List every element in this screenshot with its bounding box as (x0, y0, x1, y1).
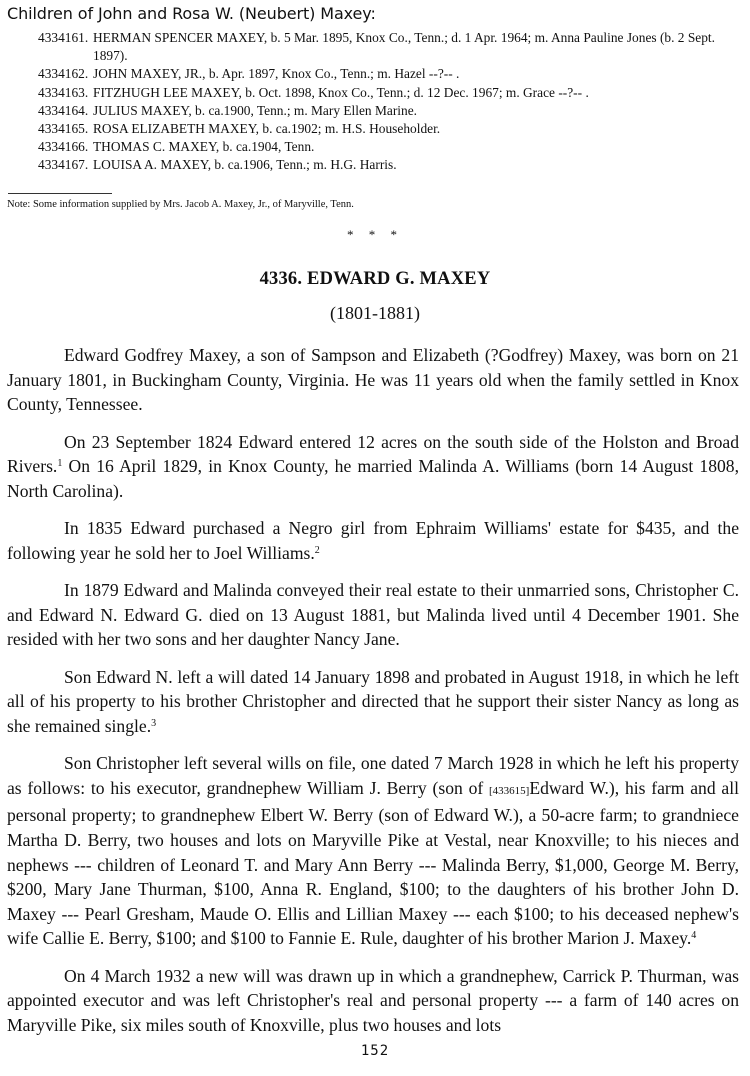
footnote-ref: 1 (57, 458, 63, 470)
child-text: ROSA ELIZABETH MAXEY, b. ca.1902; m. H.S. Householder. (93, 121, 441, 137)
life-dates: (1801-1881) (330, 303, 420, 323)
footnote-ref: 4 (691, 930, 697, 942)
child-text: FITZHUGH LEE MAXEY, b. Oct. 1898, Knox Co., Tenn.; d. 12 Dec. 1967; m. Grace --?-- . (93, 84, 589, 100)
child-text: JULIUS MAXEY, b. ca.1900, Tenn.; m. Mary Ellen Marine. (93, 102, 417, 118)
child-text: LOUISA A. MAXEY, b. ca.1906, Tenn.; m. H.G. Harris. (93, 157, 397, 173)
page-number: 152 (360, 1043, 390, 1059)
child-text: JOHN MAXEY, JR., b. Apr. 1897, Knox Co., Tenn.; m. Hazel --?-- . (93, 66, 460, 82)
person-id-marker: [433615] (489, 784, 530, 797)
child-number: 4334166. (38, 139, 89, 155)
children-intro: Children of John and Rosa W. (Neubert) Maxey: (7, 4, 376, 23)
child-number: 4334167. (38, 157, 89, 173)
child-entry (38, 102, 744, 120)
footnote-ref: 2 (314, 544, 320, 556)
child-number: 4334162. (38, 66, 89, 82)
section-separator: * * * (347, 227, 403, 242)
paragraph-text: In 1835 Edward purchased a Negro girl from Ephraim Williams' estate for $435, and the following year he sold her to Joel Williams. (7, 518, 739, 563)
paragraph-text: Edward W.), his farm and all personal property; to grandnephew Elbert W. Berry (son of Edward W.), a 50-acre farm; to grandniece Martha D. Berry, two houses and lots on Maryville Pike at Vestal, near Knoxville; to his nieces and nephews --- children of Leonard T. and Mary Ann Berry --- Malinda Berry, $1,000, George M. Berry, $200, Mary Jane Thurman, $100, Anna R. England, $100; to the daughters of his brother John D. Maxey --- Pearl Gresham, Maude O. Ellis and Lillian Maxey --- each $100; to his deceased nephew's wife Callie E. Berry, $100; and $100 to Fannie E. Rule, daughter of his brother Marion J. Maxey. (7, 777, 740, 949)
child-entry (38, 120, 744, 138)
child-entry (38, 84, 744, 102)
paragraph-text: In 1879 Edward and Malinda conveyed their real estate to their unmarried sons, Christopher C. and Edward N. Edward G. died on 13 August 1881, but Malinda lived until 4 December 1901. She resided with her two sons and her daughter Nancy Jane. (7, 580, 739, 650)
paragraph (7, 665, 739, 739)
child-text: HERMAN SPENCER MAXEY, b. 5 Mar. 1895, Knox Co., Tenn.; d. 1 Apr. 1964; m. Anna Pauline Jones (b. 2 Sept. 1897). (93, 30, 715, 64)
paragraph-text: Son Edward N. left a will dated 14 January 1898 and probated in August 1918, in which he left all of his property to his brother Christopher and directed that he support their sister Nancy as long as she remained single. (7, 666, 739, 736)
child-entry (38, 29, 744, 65)
paragraph (7, 343, 739, 417)
child-entry (38, 65, 744, 83)
paragraph-text: Edward Godfrey Maxey, a son of Sampson and Elizabeth (?Godfrey) Maxey, was born on 21 January 1801, in Buckingham County, Virginia. He was 11 years old when the family settled in Knox County, Tennessee. (7, 345, 739, 415)
paragraph-text: On 23 September 1824 Edward entered 12 acres on the south side of the Holston and Broad Rivers. (7, 431, 739, 477)
section-heading: 4336. EDWARD G. MAXEY (259, 269, 491, 289)
paragraph-text: On 16 April 1829, in Knox County, he married Malinda A. Williams (born 14 August 1808, North Carolina). (7, 456, 739, 501)
child-number: 4334161. (38, 30, 89, 45)
paragraph-text: On 4 March 1932 a new will was drawn up in which a grandnephew, Carrick P. Thurman, was appointed executor and was left Christopher's real and personal property --- a farm of 140 acres on Maryville Pike, six miles south of Knoxville, plus two houses and lots (7, 965, 739, 1036)
paragraph (7, 964, 739, 1038)
child-text: THOMAS C. MAXEY, b. ca.1904, Tenn. (93, 139, 315, 155)
footnote-rule (8, 193, 112, 194)
child-number: 4334165. (38, 121, 89, 137)
child-entry (38, 156, 744, 174)
footnote-ref: 3 (151, 717, 157, 729)
child-number: 4334163. (38, 84, 89, 100)
paragraph (7, 751, 739, 951)
paragraph (7, 516, 739, 565)
child-entry (38, 138, 744, 156)
source-note: Note: Some information supplied by Mrs. Jacob A. Maxey, Jr., of Maryville, Tenn. (7, 199, 354, 210)
paragraph (7, 430, 739, 504)
paragraph-text: Son Christopher left several wills on file, one dated 7 March 1928 in which he left his property as follows: to his executor, grandnephew William J. Berry (son of (7, 753, 739, 798)
paragraph (7, 578, 739, 652)
children-list (38, 29, 744, 175)
child-number: 4334164. (38, 102, 89, 118)
body-text (7, 343, 739, 1038)
